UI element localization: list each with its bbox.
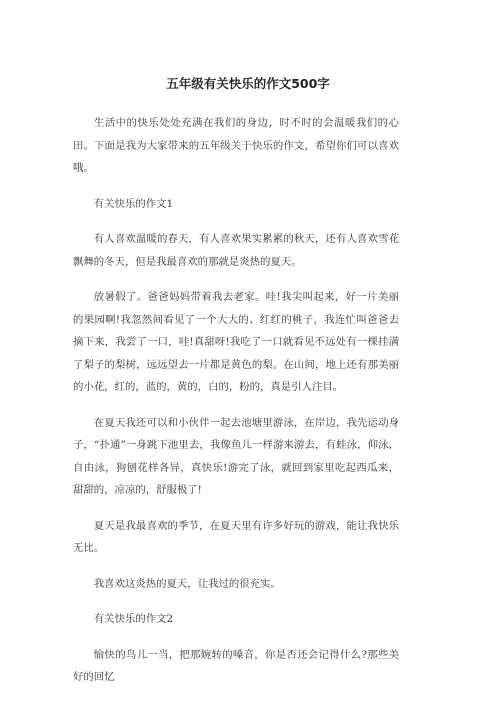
document-body [73,112,399,702]
paragraph: 有人喜欢温暖的春天，有人喜欢果实累累的秋天，还有人喜欢雪花飘舞的冬天，但是我最喜欢的那就是炎热的夏天。 [73,233,399,268]
document-title: 五年级有关快乐的作文500字 [166,76,330,91]
paragraph-intro: 生活中的快乐处处充满在我们的身边，时不时的会温暖我们的心田。下面是我为大家带来的五年级关于快乐的作文，希望你们可以喜欢哦。 [73,117,399,174]
paragraph: 夏天是我最喜欢的季节，在夏天里有许多好玩的游戏，能让我快乐无比。 [73,519,399,554]
section-heading-2: 有关快乐的作文2 [93,613,174,625]
section-heading-1: 有关快乐的作文1 [93,197,174,210]
paragraph: 在夏天我还可以和小伙伴一起去池塘里游泳，在岸边，我先运动身子，“扑通”一身跳下池里去，我像鱼儿一样游来游去，有蛙泳，仰泳，自由泳，狗刨花样各异，真快乐!游完了泳，就回到家里吃起西瓜来，甜甜的，凉凉的，舒服极了! [73,416,399,496]
paragraph: 我喜欢这炎热的夏天，让我过的很充实。 [93,577,281,590]
paragraph: 放暑假了。爸爸妈妈带着我去老家。哇!我尖叫起来，好一片美丽的果园啊!我忽然间看见了一个大大的、红红的桃子，我连忙叫爸爸去摘下来，我尝了一口，哇!真甜呀!我吃了一口就看见不远处有一棵挂满了梨子的梨树，远远望去一片都是黄色的梨。在山间，地上还有那美丽的小花，红的，蓝的，黄的，白的，粉的，真是引人注目。 [73,291,399,393]
paragraph-cutoff: 愉快的鸟儿一当，把那婉转的嗓音，你是否还会记得什么?那些美好的回忆 [73,648,399,683]
